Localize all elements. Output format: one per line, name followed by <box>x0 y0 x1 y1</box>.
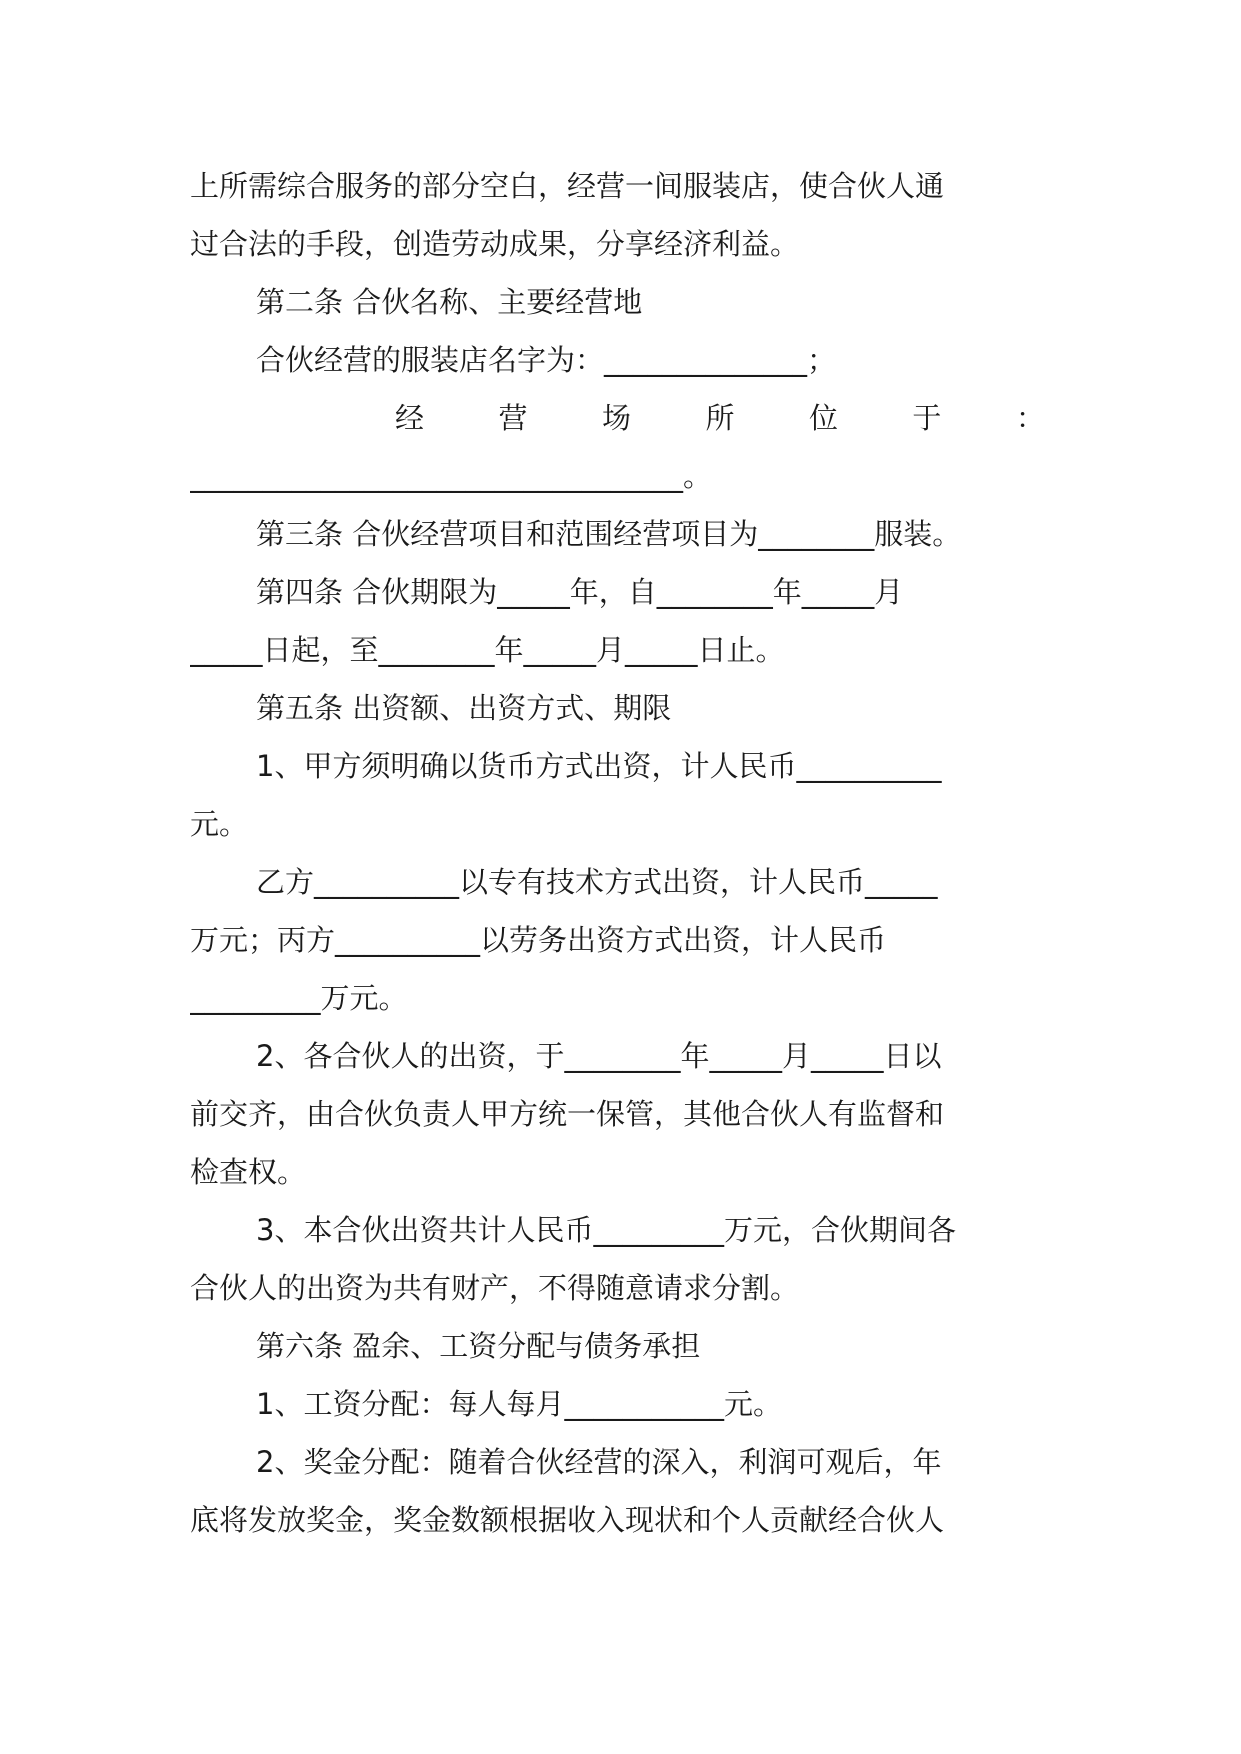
spread-char: 营 <box>498 401 528 435</box>
spread-char: 于 <box>912 401 942 435</box>
paragraph-line: _________万元。 <box>190 981 408 1015</box>
article-heading: 第五条 出资额、出资方式、期限 <box>256 691 672 725</box>
spread-char: 经 <box>395 401 425 435</box>
paragraph-line: 3、本合伙出资共计人民币_________万元，合伙期间各 <box>256 1213 956 1247</box>
paragraph-line: 上所需综合服务的部分空白，经营一间服装店，使合伙人通 <box>190 169 945 203</box>
paragraph-line: 底将发放奖金，奖金数额根据收入现状和个人贡献经合伙人 <box>190 1503 945 1537</box>
paragraph-line: 合伙经营的服装店名字为：______________； <box>256 343 837 377</box>
article-heading: 第六条 盈余、工资分配与债务承担 <box>256 1329 701 1363</box>
article-heading: 第二条 合伙名称、主要经营地 <box>256 285 643 319</box>
spread-char: 位 <box>808 401 838 435</box>
paragraph-line: 2、奖金分配：随着合伙经营的深入，利润可观后，年 <box>256 1445 942 1479</box>
article-heading: 第三条 合伙经营项目和范围经营项目为________服装。 <box>256 517 962 551</box>
paragraph-line: 元。 <box>190 807 249 841</box>
paragraph-line: 合伙人的出资为共有财产，不得随意请求分割。 <box>190 1271 800 1305</box>
paragraph-line: 乙方__________以专有技术方式出资，计人民币_____ <box>256 865 938 899</box>
paragraph-line: 1、甲方须明确以货币方式出资，计人民币__________ <box>256 749 942 783</box>
paragraph-line: _____日起，至________年_____月_____日止。 <box>190 633 785 667</box>
spread-char: 所 <box>705 401 735 435</box>
paragraph-line: 前交齐，由合伙负责人甲方统一保管，其他合伙人有监督和 <box>190 1097 945 1131</box>
paragraph-line: __________________________________。 <box>190 459 713 493</box>
paragraph-line: 检查权。 <box>190 1155 307 1189</box>
paragraph-line: 过合法的手段，创造劳动成果，分享经济利益。 <box>190 227 800 261</box>
paragraph-line: 2、各合伙人的出资，于________年_____月_____日以 <box>256 1039 942 1073</box>
article-heading: 第四条 合伙期限为_____年，自________年_____月 <box>256 575 904 609</box>
spread-line <box>395 396 1045 440</box>
paragraph-line: 1、工资分配：每人每月___________元。 <box>256 1387 782 1421</box>
paragraph-line: 万元；丙方__________以劳务出资方式出资，计人民币 <box>190 923 887 957</box>
spread-char: 场 <box>601 401 631 435</box>
spread-char: ： <box>1015 401 1045 435</box>
